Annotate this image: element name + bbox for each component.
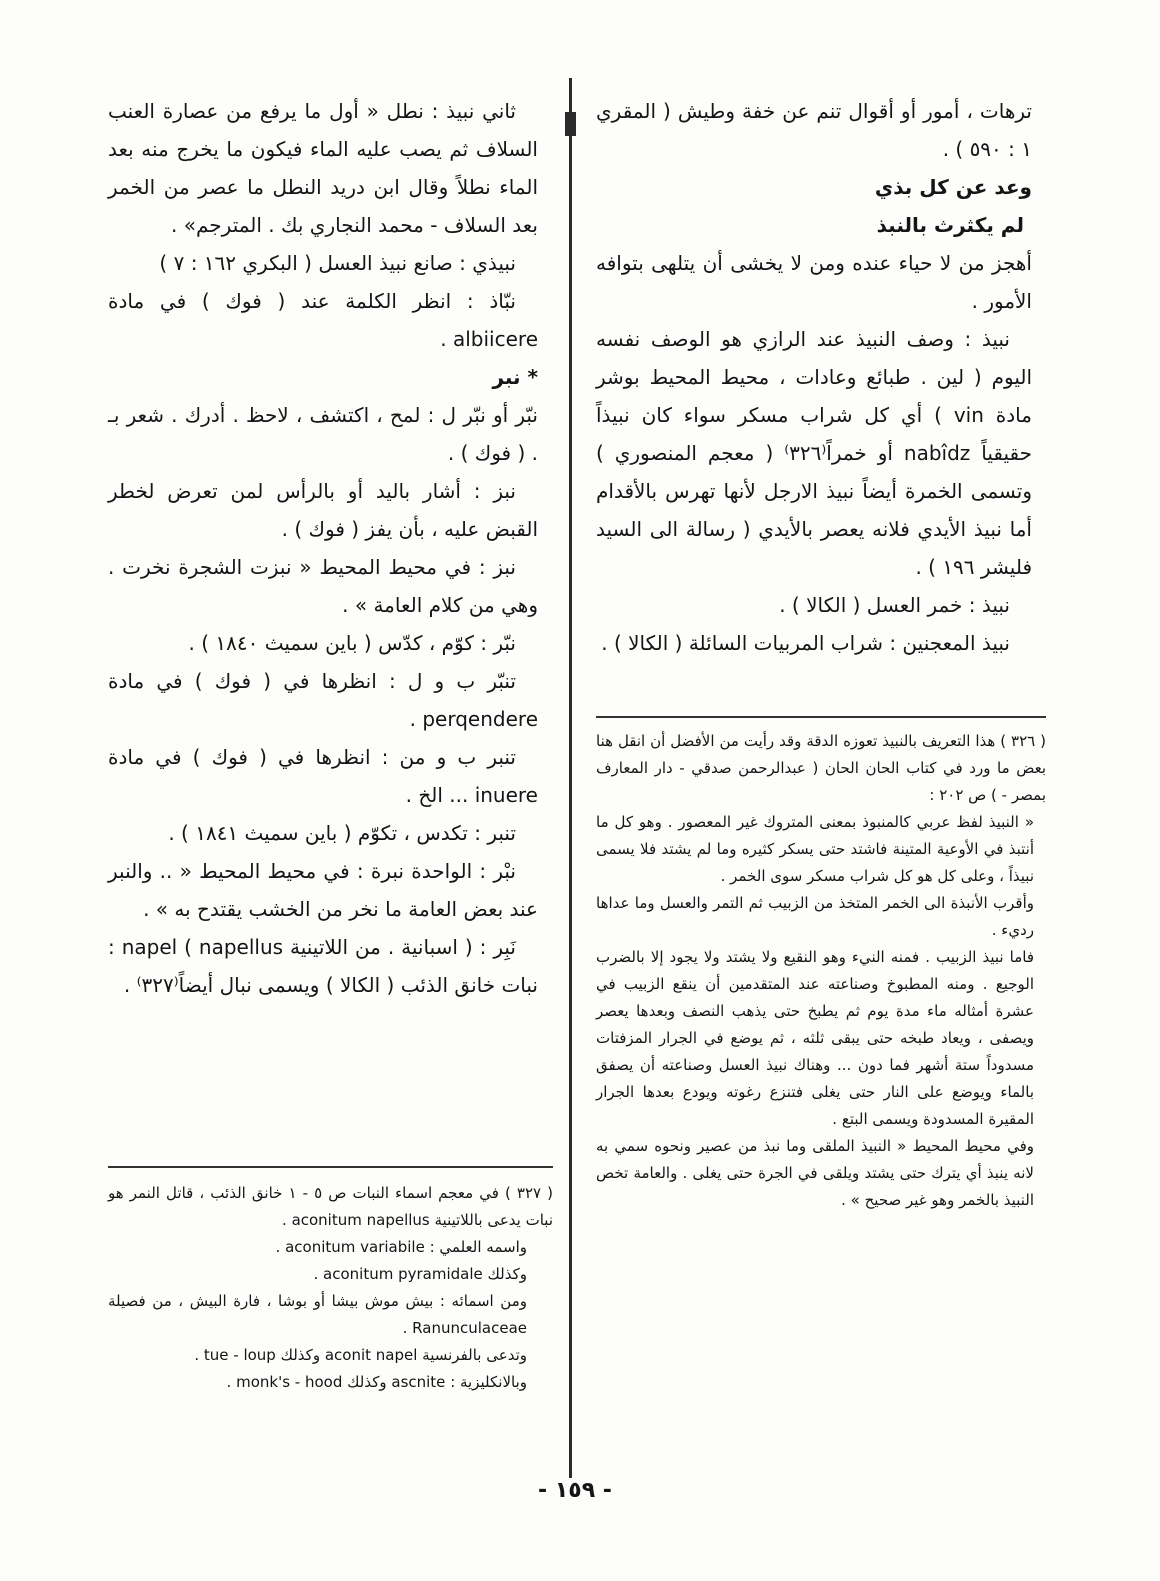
entry-nabidh-honey: نبيذ : خمر العسل ( الكالا ) . <box>779 593 1010 617</box>
page-number: - ١٥٩ - <box>538 1478 612 1503</box>
entry-nabbar-heap: نبّر : كوّم ، كدّس ( باين سميث ١٨٤٠ ) . <box>188 631 516 655</box>
footnote-326-para: وفي محيط المحيط « النبيذ الملقى وما نبذ من عصير ونحوه سمي به لانه ينبذ أي يترك حتى يشتد ويلقى في الجرة حتى يغلى . والعامة تخص النبيذ بالخمر وهو غير صحيح » . <box>596 1137 1034 1209</box>
footnote-326 <box>596 728 1046 1214</box>
right-paragraph-1: ترهات ، أمور أو أقوال تنم عن خفة وطيش ( المقري ١ : ٥٩٠ ) . <box>596 99 1032 161</box>
footnote-rule-left <box>108 1166 553 1168</box>
footnote-327 <box>108 1180 553 1396</box>
entry-nabz-2: نبز : في محيط المحيط « نبزت الشجرة نخرت . وهي من كلام العامة » . <box>108 555 538 617</box>
right-column <box>596 92 1032 662</box>
verse-line-2: لم يكثرث بالنبذ <box>876 213 1024 237</box>
footnote-327-line: وبالانكليزية : ascnite وكذلك monk's - hood . <box>226 1373 527 1391</box>
footnote-326-para: وأقرب الأنبذة الى الخمر المتخذ من الزبيب ثم التمر والعسل وما عداها رديء . <box>596 894 1034 939</box>
right-paragraph-2: أهجز من لا حياء عنده ومن لا يخشى أن يتلهى بتوافه الأمور . <box>596 251 1032 313</box>
entry-nabz-1: نبز : أشار باليد أو بالرأس لمن تعرض لخطر القبض عليه ، بأن يفز ( فوك ) . <box>108 479 538 541</box>
entry-nabbadh: نبّاذ : انظر الكلمة عند ( فوك ) في مادة albiicere . <box>108 289 538 351</box>
verse-line-1: وعد عن كل بذي <box>874 175 1032 199</box>
footnote-327-line: وكذلك aconitum pyramidale . <box>313 1265 527 1283</box>
footnote-327-line: واسمه العلمي : aconitum variabile . <box>275 1238 527 1256</box>
entry-thani-nabidh: ثاني نبيذ : نطل « أول ما يرفع من عصارة العنب السلاف ثم يصب عليه الماء فيكون ما يخرج منه بعد الماء نطلاً وقال ابن دريد النطل ما عصر من الخمر بعد السلاف - محمد النجاري بك . المترجم» . <box>108 99 538 237</box>
footnote-327-line: ومن اسمائه : بيش موش بيشا أو بوشا ، فارة البيش ، من فصيلة Ranunculaceae . <box>108 1292 527 1337</box>
entry-tanabbar-3: تنبر : تكدس ، تكوّم ( باين سميث ١٨٤١ ) . <box>168 821 516 845</box>
entry-nabidh-muajjanin: نبيذ المعجنين : شراب المربيات السائلة ( الكالا ) . <box>601 631 1010 655</box>
column-divider <box>569 78 572 1478</box>
footnote-326-para: « النبيذ لفظ عربي كالمنبوذ بمعنى المتروك غير المعصور . وهو كل ما أنتبذ في الأوعية المتينة فاشتد حتى يسكر كثيره وما لم يشتد فلا يسمى نبيذاً ، وعلى كل هو كل شراب مسكر سوى الخمر . <box>596 813 1034 885</box>
footnote-326-para: فاما نبيذ الزبيب . فمنه النيء وهو النقيع ولا يشتد ولا يجود إلا بالضرب الوجيع . ومنه المطبوخ وصناعته عند المتقدمين أن ينقع الزبيب في عشرة أمثاله ماء مدة يوم ثم يطبخ حتى يذهب النصف وبعدها يعصر ويصفى ، ويعاد طبخه حتى يبقى ثلثه ، ثم يوضع في الجرار المزفتات مسدوداً ستة أشهر فما دون ... وهناك نبيذ العسل وصناعته أن يصفق بالماء ويوضع على النار حتى يغلى فتنزع رغوته ويودع بعدها الجرار المقيرة المسدودة ويسمى البتع . <box>596 948 1034 1128</box>
footnote-327-line: ( ٣٢٧ ) في معجم اسماء النبات ص ٥ - ١ خانق الذئب ، قاتل النمر هو نبات يدعى باللاتينية aconitum napellus . <box>108 1184 553 1229</box>
column-divider-mark <box>565 112 576 136</box>
entry-nabir: نَبِر : ( اسبانية . من اللاتينية napellus ) napel : نبات خانق الذئب ( الكالا ) ويسمى نبال أيضاً⁽٣٢٧⁾ . <box>108 935 538 997</box>
footnote-326-intro: ( ٣٢٦ ) هذا التعريف بالنبيذ تعوزه الدقة وقد رأيت من الأفضل أن انقل هنا بعض ما ورد في كتاب الحان الحان ( عبدالرحمن صدقي - دار المعارف بمصر - ) ص ٢٠٢ : <box>596 732 1047 804</box>
entry-nabbar: نبّر أو نبّر ل : لمح ، اكتشف ، لاحظ . أدرك . شعر بـ . ( فوك ) . <box>108 403 538 465</box>
entry-tanabbar-2: تنبر ب و من : انظرها في ( فوك ) في مادة inuere ... الخ . <box>108 745 538 807</box>
footnote-327-line: وتدعى بالفرنسية aconit napel وكذلك tue - loup . <box>194 1346 527 1364</box>
footnote-rule-right <box>596 716 1046 718</box>
entry-tanabbar-1: تنبّر ب و ل : انظرها في ( فوك ) في مادة perqendere . <box>108 669 538 731</box>
left-column <box>108 92 538 1004</box>
entry-nabr: نبْر : الواحدة نبرة : في محيط المحيط « .. والنبر عند بعض العامة ما نخر من الخشب يقتدح به » . <box>108 859 538 921</box>
root-heading: * نبر <box>492 365 538 389</box>
entry-nabidh: نبيذ : وصف النبيذ عند الرازي هو الوصف نفسه اليوم ( لين . طبائع وعادات ، محيط المحيط بوشر مادة vin ) أي كل شراب مسكر سواء كان نبيذاً حقيقياً nabîdz أو خمراً⁽٣٢٦⁾ ( معجم المنصوري ) وتسمى الخمرة أيضاً نبيذ الارجل لأنها تهرس بالأقدام أما نبيذ الأيدي فلانه يعصر بالأيدي ( رسالة الى السيد فليشر ١٩٦ ) . <box>596 327 1033 579</box>
entry-nabidhi: نبيذي : صانع نبيذ العسل ( البكري ١٦٢ : ٧ ) <box>159 251 516 275</box>
